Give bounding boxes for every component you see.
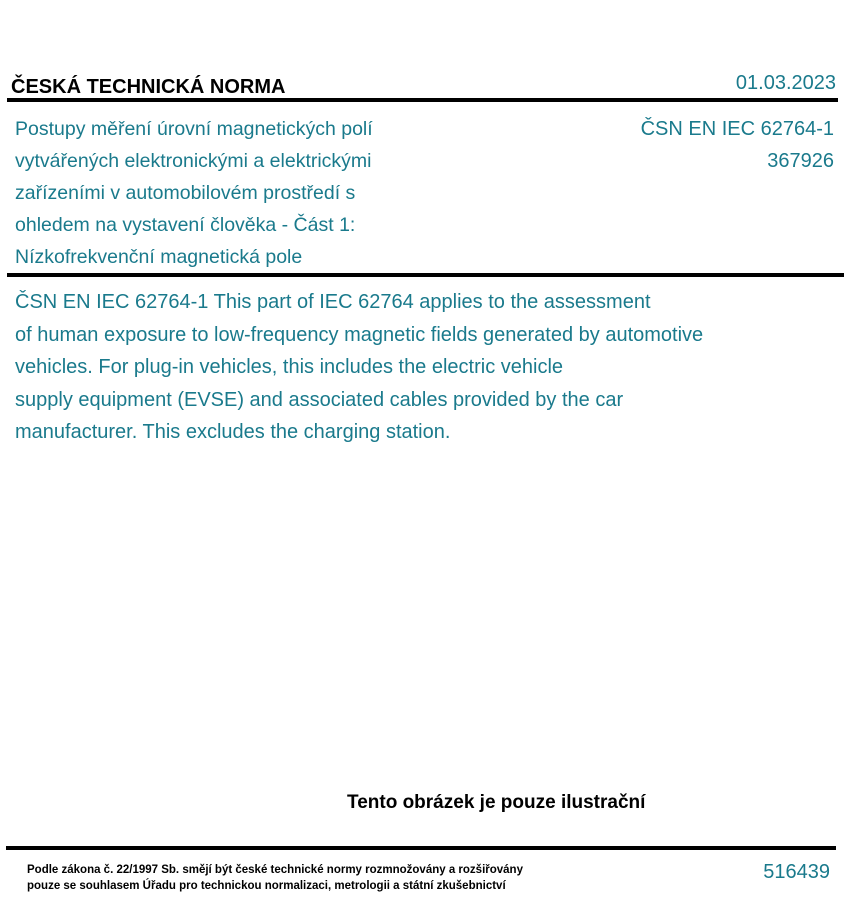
- publication-date: 01.03.2023: [735, 72, 836, 94]
- document-heading: ČESKÁ TECHNICKÁ NORMA: [11, 76, 286, 98]
- abstract-line: manufacturer. This excludes the charging station.: [15, 421, 451, 443]
- standard-title-line: Postupy měření úrovní magnetických polí: [15, 118, 373, 140]
- abstract-text: [15, 286, 703, 449]
- standard-code: ČSN EN IEC 62764-1: [640, 118, 834, 140]
- standard-title: [15, 113, 455, 273]
- standard-identifier: [641, 113, 834, 177]
- abstract-line: of human exposure to low-frequency magnetic fields generated by automotive: [15, 323, 704, 346]
- middle-divider: [7, 273, 844, 277]
- standard-title-line: ohledem na vystavení člověka - Část 1:: [15, 214, 356, 236]
- abstract-line: supply equipment (EVSE) and associated cables provided by the car: [15, 388, 624, 411]
- illustration-notice: Tento obrázek je pouze ilustrační: [347, 792, 646, 813]
- bottom-divider: [6, 846, 836, 850]
- standard-title-line: vytvářených elektronickými a elektrickými: [15, 150, 372, 172]
- top-divider: [7, 98, 838, 102]
- classification-number: 367926: [767, 150, 834, 172]
- abstract-line: vehicles. For plug-in vehicles, this includes the electric vehicle: [15, 356, 564, 378]
- standard-title-line: Nízkofrekvenční magnetická pole: [15, 246, 303, 268]
- standard-title-line: zařízeními v automobilovém prostředí s: [15, 182, 356, 204]
- legal-notice: [27, 862, 523, 894]
- abstract-line: ČSN EN IEC 62764-1 This part of IEC 62764 applies to the assessment: [15, 291, 651, 313]
- legal-notice-line: Podle zákona č. 22/1997 Sb. smějí být české technické normy rozmnožovány a rozšiřovány: [27, 864, 523, 876]
- legal-notice-line: pouze se souhlasem Úřadu pro technickou normalizaci, metrologii a státní zkušebnictví: [27, 880, 506, 892]
- document-number: 516439: [763, 861, 830, 883]
